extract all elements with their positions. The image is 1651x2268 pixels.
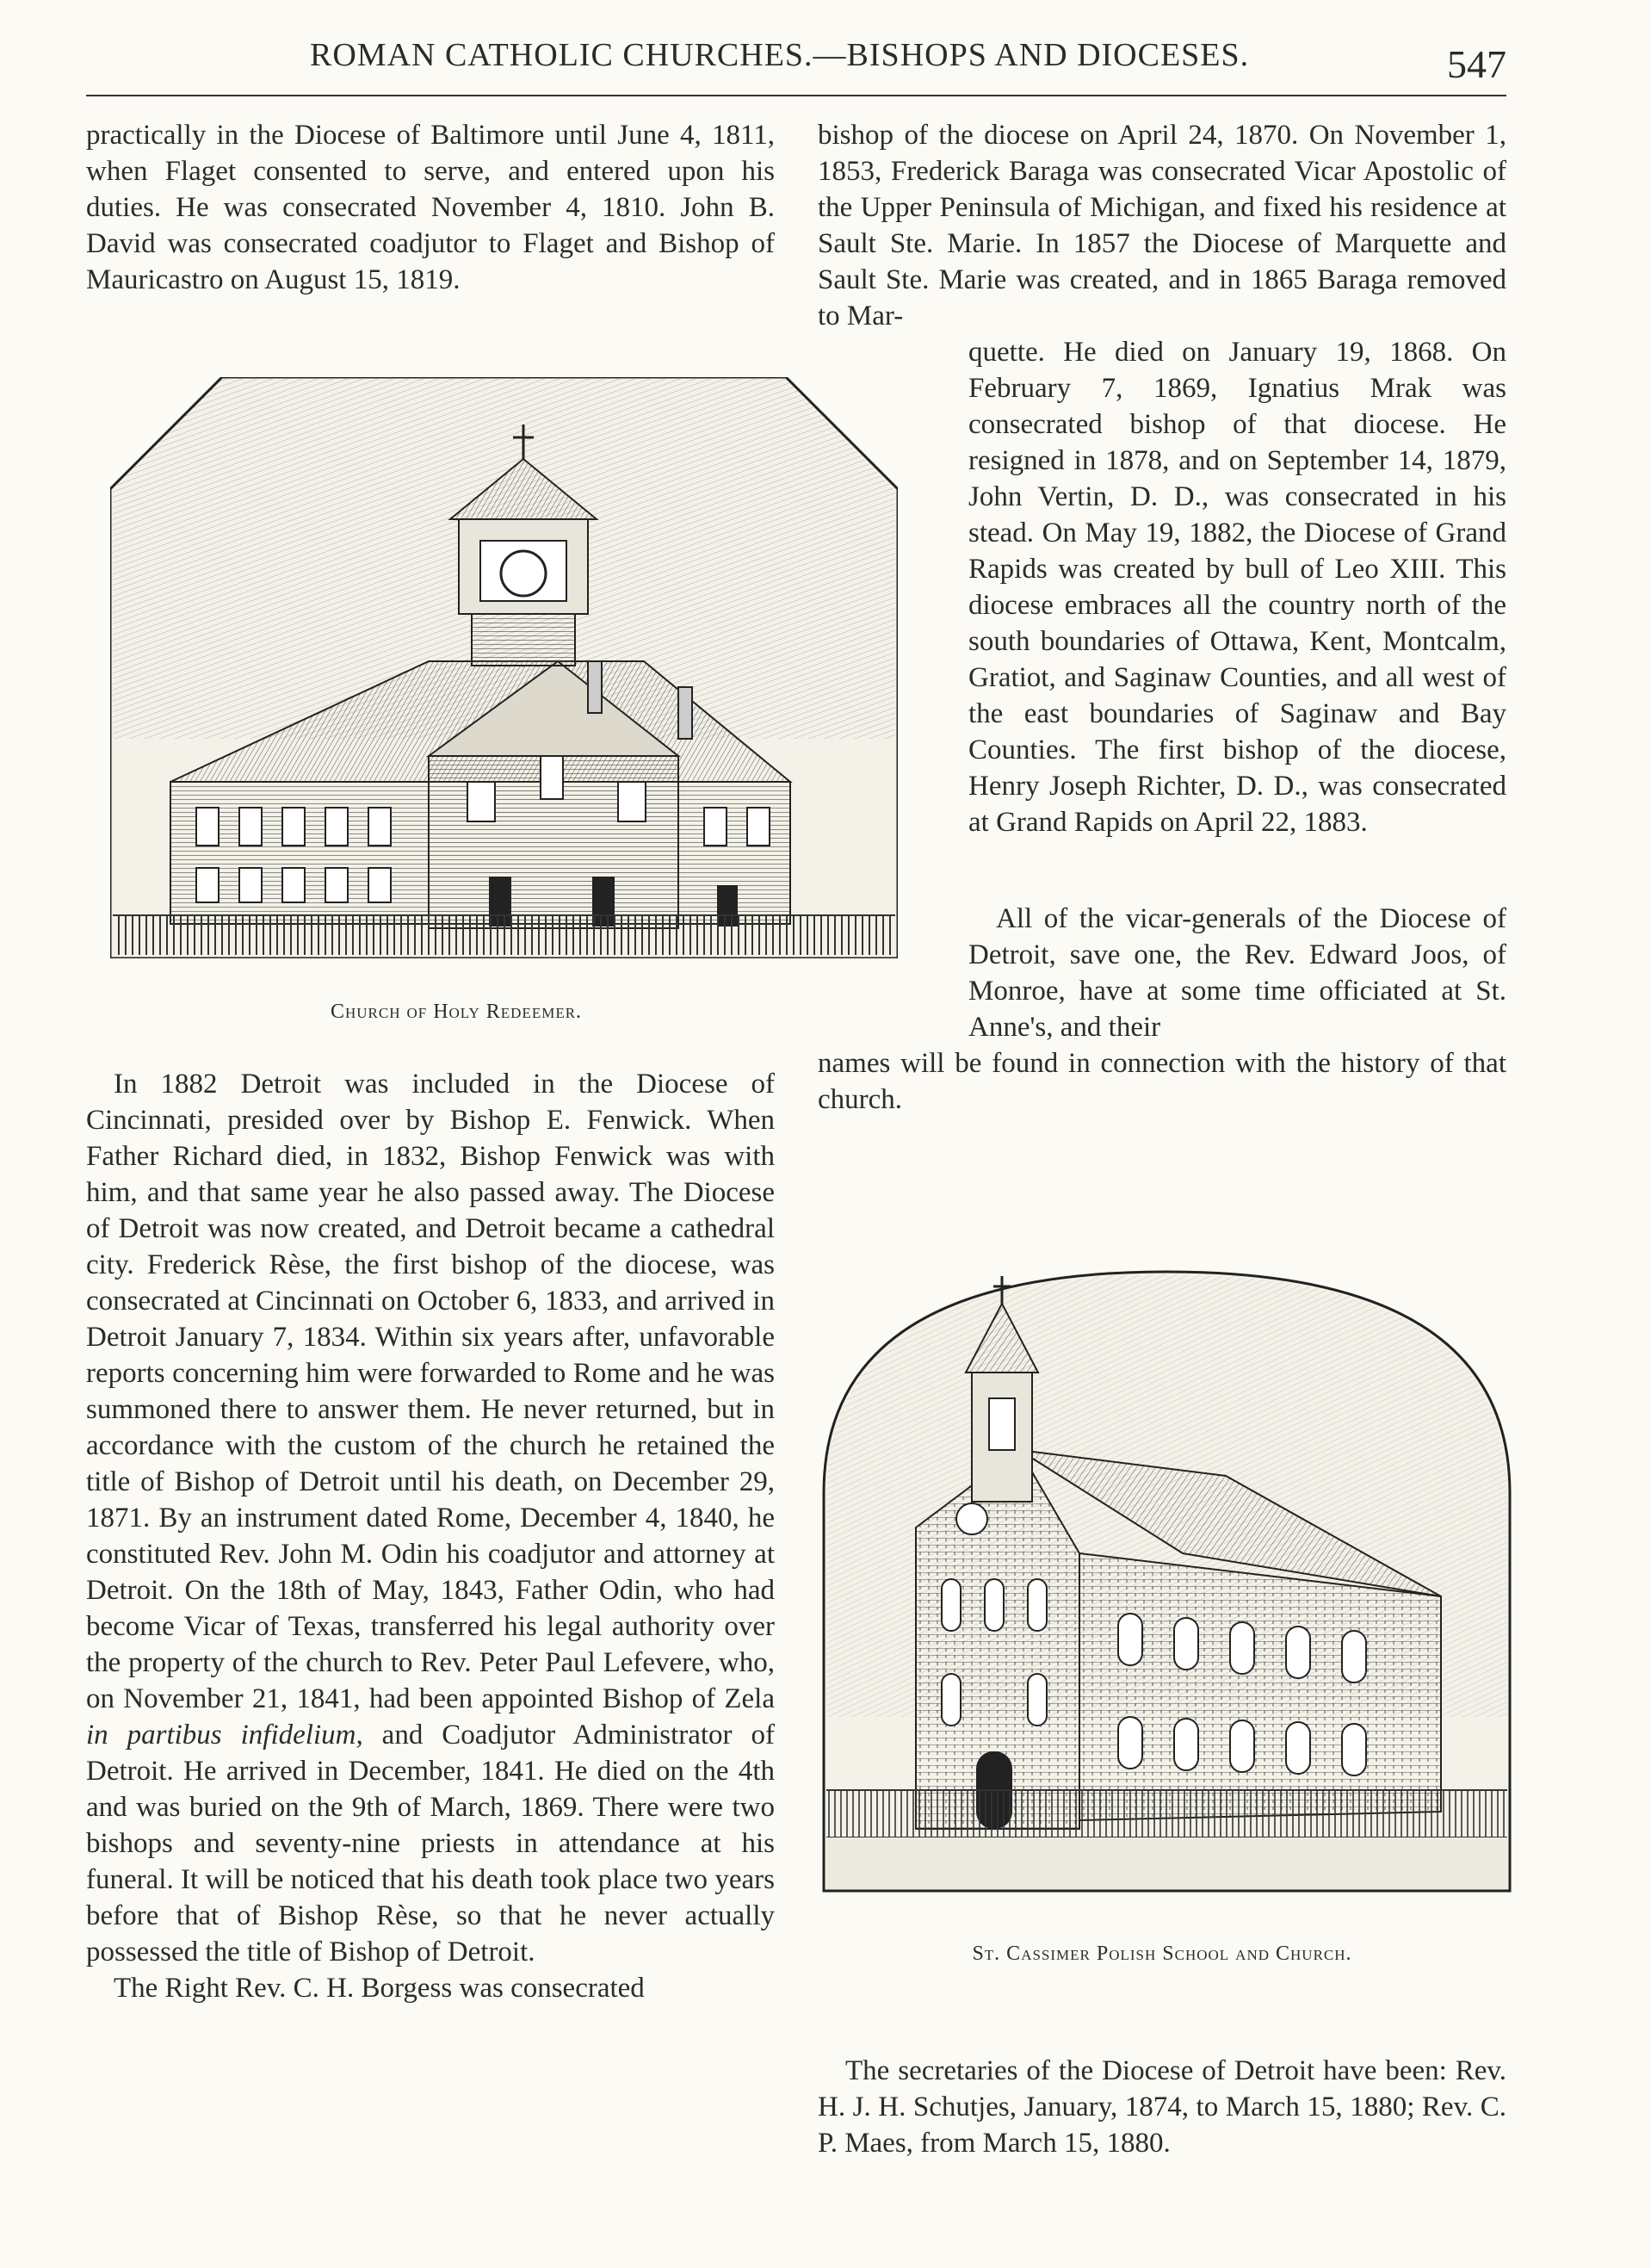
left-paragraph-3: The Right Rev. C. H. Borgess was consecrated [114,1973,645,2004]
left-paragraph-2-cont: and Coadjutor Administrator of Detroit. He arrived in December, 1841. He died on the 4th and was buried on the 9th of March, 1869. There were two bishops and seventy-nine priests in attendance at his funeral. It will be noticed that his death took place two years before that of Bishop Rèse, so that he never actually possessed the title of Bishop of Detroit. [86,1720,776,1967]
latin-phrase: in partibus infidelium, [86,1720,363,1751]
left-paragraph-2 [86,1066,775,1970]
left-paragraph-2-text: In 1882 Detroit was included in the Diocese of Cincinnati, presided over by Bishop E. Fenwick. When Father Richard died, in 1832, Bishop Fenwick was with him, and that same year he also passed away. The Diocese of Detroit was now created, and Detroit became a cathedral city. Frederick Rèse, the first bishop of the diocese, was consecrated at Cincinnati on October 6, 1833, and arrived in Detroit January 7, 1834. Within six years after, unfavorable reports concerning him were forwarded to Rome and he was summoned there to answer them. He never returned, but in accordance with the custom of the church he retained the title of Bishop of Detroit until his death, on December 29, 1871. By an instrument dated Rome, December 4, 1840, he constituted Rev. John M. Odin his coadjutor and attorney at Detroit. On the 18th of May, 1843, Father Odin, who had become Vicar of Texas, transferred his legal authority over the property of the church to Rev. Peter Paul Lefevere, who, on November 21, 1841, had been appointed Bishop of Zela [86,1069,775,1714]
right-paragraph-1-narrow: quette. He died on January 19, 1868. On February 7, 1869, Ignatius Mrak was consecrated bishop of that diocese. He resigned in 1878, and on September 14, 1879, John Vertin, D. D., was consecrated in his stead. On May 19, 1882, the Diocese of Grand Rapids was created by bull of Leo XIII. This diocese embraces all the country north of the south boundaries of Ottawa, Kent, Montcalm, Gratiot, and Saginaw Counties, and all west of the east boundaries of Saginaw and Bay Counties. The first bishop of the diocese, Henry Joseph Richter, D. D., was consecrated at Grand Rapids on April 22, 1883. [968,337,1506,838]
right-column-lower [818,2053,1506,2161]
church-engraving-icon [110,377,898,958]
left-column-lower [86,1066,775,2006]
left-column [86,117,775,298]
left-paragraph-1: practically in the Diocese of Baltimore until June 4, 1811, when Flaget consented to serve, and entered upon his duties. He was consecrated November 4, 1810. John B. David was consecrated coadjutor to Flaget and Bishop of Mauricastro on August 15, 1819. [86,120,775,295]
figure-caption-st-cassimer: St. Cassimer Polish School and Church. [972,1943,1352,1965]
figure-caption-holy-redeemer: Church of Holy Redeemer. [330,1001,583,1023]
right-column [818,117,1506,840]
right-paragraph-2-narrow: All of the vicar-generals of the Diocese of Detroit, save one, the Rev. Edward Joos, of Monroe, have at some time officiated at St. Anne's, and their [968,903,1506,1043]
right-paragraph-3: The secretaries of the Diocese of Detroit have been: Rev. H. J. H. Schutjes, January, 1874, to March 15, 1880; Rev. C. P. Maes, from March 15, 1880. [818,2055,1506,2159]
running-head: ROMAN CATHOLIC CHURCHES.—BISHOPS AND DIOCESES. [310,37,1250,73]
right-paragraph-1-top: bishop of the diocese on April 24, 1870. On November 1, 1853, Frederick Baraga was consecrated Vicar Apostolic of the Upper Peninsula of Michigan, and fixed his residence at Sault Ste. Marie. In 1857 the Diocese of Marquette and Sault Ste. Marie was created, and in 1865 Baraga removed to Mar- [818,120,1506,332]
right-column-mid [818,901,1506,1118]
church-with-tower-engraving-icon [821,1269,1512,1893]
right-paragraph-2-tail: names will be found in connection with the history of that church. [818,1048,1506,1115]
header-rule [86,95,1506,96]
page-number: 547 [1447,42,1506,86]
